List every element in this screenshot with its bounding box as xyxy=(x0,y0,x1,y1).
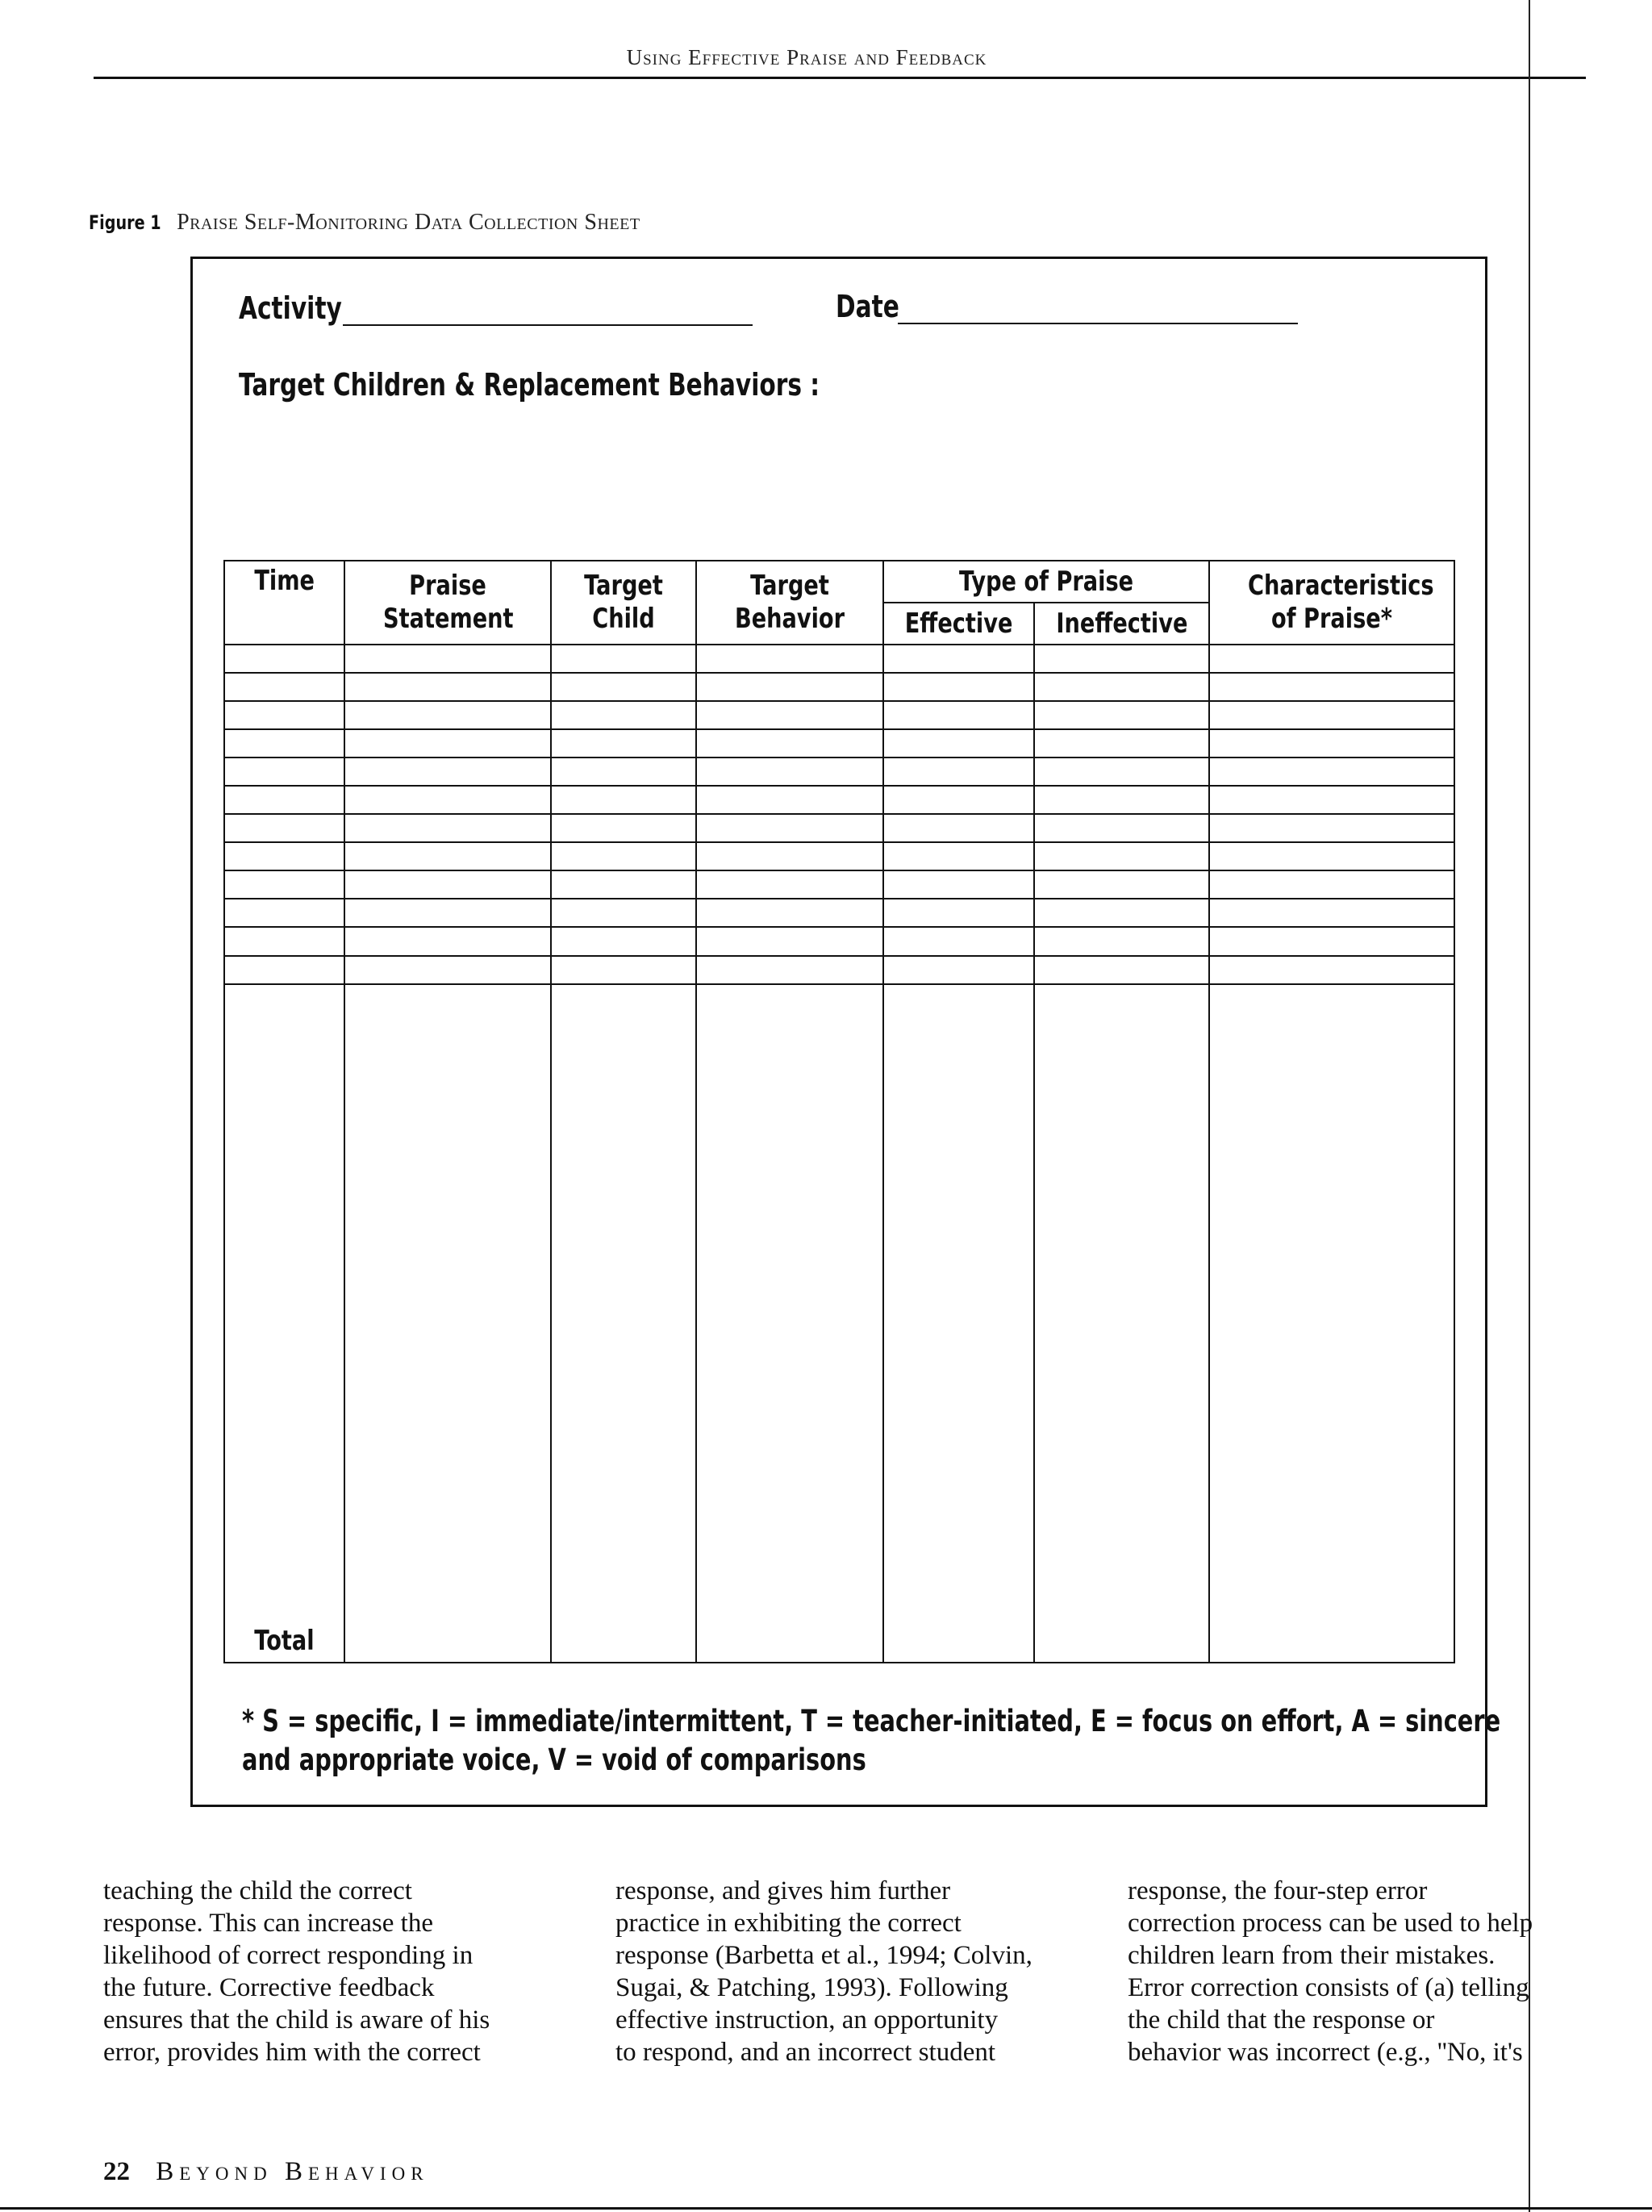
cell[interactable] xyxy=(344,701,551,729)
table-row xyxy=(224,701,1454,729)
cell[interactable] xyxy=(1034,842,1209,870)
cell[interactable] xyxy=(344,673,551,701)
cell[interactable] xyxy=(344,645,551,673)
cell[interactable] xyxy=(551,984,696,1663)
cell[interactable] xyxy=(1209,729,1454,758)
cell[interactable] xyxy=(551,899,696,927)
cell[interactable] xyxy=(883,814,1034,842)
cell[interactable] xyxy=(696,984,883,1663)
header-target-behavior: Target Behavior xyxy=(696,561,883,645)
cell[interactable] xyxy=(1209,701,1454,729)
cell[interactable] xyxy=(224,701,344,729)
cell[interactable] xyxy=(1034,899,1209,927)
praise-data-table xyxy=(223,560,1455,1663)
cell[interactable] xyxy=(883,984,1034,1663)
table-row xyxy=(224,899,1454,927)
cell[interactable] xyxy=(344,758,551,786)
cell[interactable] xyxy=(344,956,551,984)
cell[interactable] xyxy=(1209,870,1454,899)
body-column-2 xyxy=(615,1875,1099,2068)
cell[interactable] xyxy=(551,786,696,814)
cell[interactable] xyxy=(1209,899,1454,927)
cell[interactable] xyxy=(696,870,883,899)
cell[interactable] xyxy=(1034,645,1209,673)
cell[interactable] xyxy=(224,870,344,899)
target-children-label: Target Children & Replacement Behaviors : xyxy=(239,367,820,403)
cell[interactable] xyxy=(551,870,696,899)
text-line: likelihood of correct responding in xyxy=(103,1941,473,1970)
table-row xyxy=(224,673,1454,701)
date-label: Date xyxy=(836,289,899,324)
cell[interactable] xyxy=(224,899,344,927)
cell[interactable] xyxy=(696,729,883,758)
cell[interactable] xyxy=(696,758,883,786)
cell[interactable] xyxy=(551,956,696,984)
text-line: children learn from their mistakes. xyxy=(1128,1941,1496,1970)
cell[interactable] xyxy=(344,786,551,814)
text-line: Sugai, & Patching, 1993). Following xyxy=(615,1973,1008,2002)
cell[interactable] xyxy=(883,758,1034,786)
header-rule xyxy=(94,77,1586,79)
cell[interactable] xyxy=(696,927,883,955)
cell[interactable] xyxy=(224,645,344,673)
cell[interactable] xyxy=(1209,645,1454,673)
text-line: correction process can be used to help xyxy=(1128,1909,1533,1938)
table-row xyxy=(224,956,1454,984)
figure-caption xyxy=(89,210,640,236)
table-row xyxy=(224,645,1454,673)
cell[interactable] xyxy=(224,927,344,955)
text-line: response (Barbetta et al., 1994; Colvin, xyxy=(615,1941,1032,1970)
cell[interactable] xyxy=(1034,984,1209,1663)
cell[interactable] xyxy=(551,758,696,786)
cell[interactable] xyxy=(1034,729,1209,758)
cell[interactable] xyxy=(1034,758,1209,786)
cell[interactable] xyxy=(696,701,883,729)
cell[interactable] xyxy=(1209,956,1454,984)
text-line: error, provides him with the correct xyxy=(103,2038,481,2067)
cell[interactable] xyxy=(1209,786,1454,814)
cell[interactable] xyxy=(883,701,1034,729)
cell[interactable] xyxy=(1034,814,1209,842)
activity-label: Activity xyxy=(239,290,342,326)
cell[interactable] xyxy=(883,870,1034,899)
cell[interactable] xyxy=(1034,673,1209,701)
date-field[interactable] xyxy=(898,323,1298,324)
cell[interactable] xyxy=(1034,870,1209,899)
cell[interactable] xyxy=(696,842,883,870)
cell[interactable] xyxy=(551,673,696,701)
cell[interactable] xyxy=(696,899,883,927)
table-row xyxy=(224,758,1454,786)
total-label: Total xyxy=(224,984,344,1663)
cell[interactable] xyxy=(344,870,551,899)
cell[interactable] xyxy=(224,673,344,701)
cell[interactable] xyxy=(696,786,883,814)
cell[interactable] xyxy=(883,673,1034,701)
table-row xyxy=(224,729,1454,758)
text-line: to respond, and an incorrect student xyxy=(615,2038,996,2067)
page-footer xyxy=(103,2157,429,2187)
cell[interactable] xyxy=(696,645,883,673)
cell[interactable] xyxy=(224,814,344,842)
cell[interactable] xyxy=(224,956,344,984)
figure-title: Praise Self-Monitoring Data Collection Sheet xyxy=(177,210,640,235)
header-characteristics: Characteristics of Praise* xyxy=(1209,561,1454,645)
figure-number: Figure 1 xyxy=(89,211,161,234)
cell[interactable] xyxy=(1209,814,1454,842)
cell[interactable] xyxy=(1209,984,1454,1663)
table-row xyxy=(224,814,1454,842)
cell[interactable] xyxy=(224,729,344,758)
cell[interactable] xyxy=(883,645,1034,673)
text-line: the future. Corrective feedback xyxy=(103,1973,435,2002)
activity-field[interactable] xyxy=(343,324,753,326)
text-line: response, the four-step error xyxy=(1128,1876,1428,1905)
body-column-3 xyxy=(1128,1875,1612,2068)
legend-line: and appropriate voice, V = void of comparisons xyxy=(242,1742,866,1778)
text-line: teaching the child the correct xyxy=(103,1876,412,1905)
cell[interactable] xyxy=(551,814,696,842)
page-number: 22 xyxy=(103,2157,130,2186)
page-edge-bottom xyxy=(0,2207,1652,2210)
cell[interactable] xyxy=(224,758,344,786)
header-time: Time xyxy=(224,561,344,645)
cell[interactable] xyxy=(1209,758,1454,786)
cell[interactable] xyxy=(224,786,344,814)
cell[interactable] xyxy=(883,786,1034,814)
cell[interactable] xyxy=(551,842,696,870)
cell[interactable] xyxy=(1209,927,1454,955)
cell[interactable] xyxy=(551,701,696,729)
body-column-1 xyxy=(103,1875,587,2068)
cell[interactable] xyxy=(883,927,1034,955)
cell[interactable] xyxy=(883,842,1034,870)
cell[interactable] xyxy=(1209,842,1454,870)
cell[interactable] xyxy=(344,984,551,1663)
cell[interactable] xyxy=(344,729,551,758)
table-row xyxy=(224,927,1454,955)
text-line: behavior was incorrect (e.g., ''No, it's xyxy=(1128,2038,1523,2067)
cell[interactable] xyxy=(344,842,551,870)
legend-line: * S = specific, I = immediate/intermittent, T = teacher-initiated, E = focus on effort, A = sincere xyxy=(242,1704,1501,1738)
cell[interactable] xyxy=(883,729,1034,758)
total-row xyxy=(224,984,1454,1663)
header-ineffective: Ineffective xyxy=(1034,603,1209,645)
cell[interactable] xyxy=(696,814,883,842)
text-line: Error correction consists of (a) telling xyxy=(1128,1973,1529,2002)
cell[interactable] xyxy=(1034,786,1209,814)
cell[interactable] xyxy=(883,956,1034,984)
cell[interactable] xyxy=(1209,673,1454,701)
journal-name: Beyond Behavior xyxy=(156,2157,429,2186)
text-line: response. This can increase the xyxy=(103,1909,433,1938)
cell[interactable] xyxy=(224,842,344,870)
header-effective: Effective xyxy=(883,603,1034,645)
characteristics-legend xyxy=(242,1702,1501,1780)
cell[interactable] xyxy=(551,729,696,758)
cell[interactable] xyxy=(696,673,883,701)
table-row xyxy=(224,842,1454,870)
text-line: practice in exhibiting the correct xyxy=(615,1909,962,1938)
cell[interactable] xyxy=(344,899,551,927)
cell[interactable] xyxy=(344,927,551,955)
cell[interactable] xyxy=(551,645,696,673)
header-type-of-praise: Type of Praise xyxy=(883,561,1209,603)
table-row xyxy=(224,870,1454,899)
cell[interactable] xyxy=(1034,701,1209,729)
cell[interactable] xyxy=(883,899,1034,927)
cell[interactable] xyxy=(696,956,883,984)
cell[interactable] xyxy=(551,927,696,955)
table-row xyxy=(224,786,1454,814)
cell[interactable] xyxy=(1034,927,1209,955)
cell[interactable] xyxy=(1034,956,1209,984)
text-line: response, and gives him further xyxy=(615,1876,951,1905)
text-line: the child that the response or xyxy=(1128,2005,1435,2035)
header-target-child: Target Child xyxy=(551,561,696,645)
header-praise-statement: Praise Statement xyxy=(344,561,551,645)
running-head: Using Effective Praise and Feedback xyxy=(626,45,987,69)
cell[interactable] xyxy=(344,814,551,842)
text-line: ensures that the child is aware of his xyxy=(103,2005,490,2035)
text-line: effective instruction, an opportunity xyxy=(615,2005,999,2035)
